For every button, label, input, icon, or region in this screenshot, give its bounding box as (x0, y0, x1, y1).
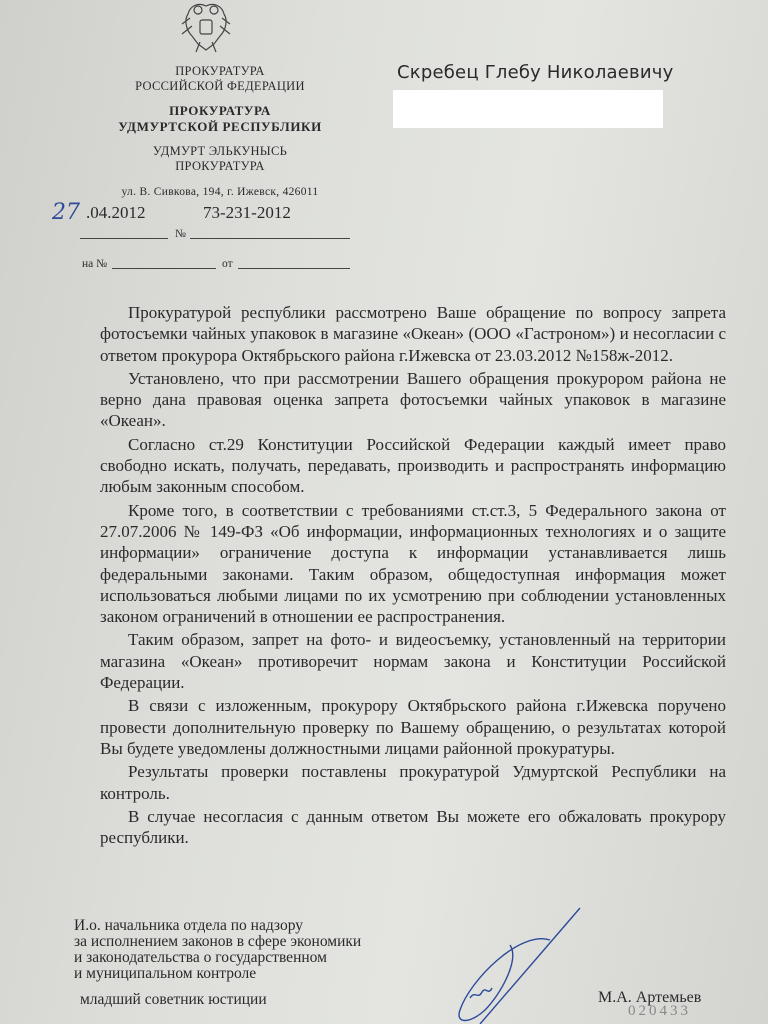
udm-name-line1: УДМУРТ ЭЛЬКУНЫСЬ (152, 144, 288, 158)
address: ул. В. Сивкова, 194, г. Ижевск, 426011 (121, 186, 319, 198)
signatory-position: И.о. начальника отдела по надзору за исполнением законов в сфере экономики и законодательства о государственном и муниципальном контроле (74, 917, 362, 982)
udm-name-line2: ПРОКУРАТУРА (175, 159, 265, 173)
outgoing-number: 73-231-2012 (203, 203, 291, 222)
paragraph: Результаты проверки поставлены прокуратурой Удмуртской Республики на контроль. (100, 762, 726, 803)
paragraph: Прокуратурой республики рассмотрено Ваше обращение по вопросу запрета фотосъемки чайных упаковок в магазине «Океан» (ООО «Гастроном») и несогласии с ответом прокурора Октябрьского района г.Ижевска от 23.03.2012 №158ж-2012. (100, 303, 726, 365)
serial-number: 020433 (628, 1003, 691, 1019)
addressee-name: Скребец Глебу Николаевичу (397, 62, 674, 83)
signatory-name: М.А. Артемьев (598, 989, 702, 1006)
ref-label: на № (82, 258, 108, 270)
paragraph: Установлено, что при рассмотрении Вашего обращения прокурором района не верно дана правовая оценка запрета фотосъемки чайных упаковок в магазине «Океан». (100, 368, 726, 431)
signatory-rank: младший советник юстиции (80, 991, 267, 1008)
paragraph: Таким образом, запрет на фото- и видеосъемку, установленный на территории магазина «Океан» противоречит нормам закона и Конституции Российской Федерации. (100, 630, 726, 693)
coat-of-arms-emblem (178, 0, 234, 54)
org-name-line1: ПРОКУРАТУРА (175, 64, 265, 78)
date-printed: .04.2012 (86, 203, 146, 222)
number-label: № (175, 228, 186, 240)
handwritten-signature (440, 900, 590, 1024)
paragraph: В связи с изложенным, прокурору Октябрьского района г.Ижевска поручено провести дополнительную проверку по Вашему обращению, о результатах которой Вы будете уведомлены должностными лицами районной прокуратуры. (100, 696, 726, 758)
paragraph: Кроме того, в соответствии с требованиями ст.ст.3, 5 Федерального закона от 27.07.2006 № 149-ФЗ «Об информации, информационных технологиях и о защите информации» ограничение доступа к информации устанавливается лишь федеральными законами. Таким образом, общедоступная информация может использоваться любыми лицами по их усмотрению при соблюдении установленных законом ограничений в отношении ее распространения. (100, 500, 726, 627)
sub-org-line1: ПРОКУРАТУРА (169, 103, 271, 118)
org-name-line2: РОССИЙСКОЙ ФЕДЕРАЦИИ (135, 79, 305, 93)
redaction-box (393, 90, 663, 128)
date-handwritten: 27 (52, 200, 80, 225)
paragraph: Согласно ст.29 Конституции Российской Федерации каждый имеет право свободно искать, получать, передавать, производить и распространять информацию любым законным способом. (100, 434, 726, 497)
from-label: от (222, 258, 233, 270)
letter-body (100, 302, 726, 850)
paragraph: В случае несогласия с данным ответом Вы можете его обжаловать прокурору республики. (100, 806, 726, 848)
sub-org-line2: УДМУРТСКОЙ РЕСПУБЛИКИ (118, 119, 322, 134)
